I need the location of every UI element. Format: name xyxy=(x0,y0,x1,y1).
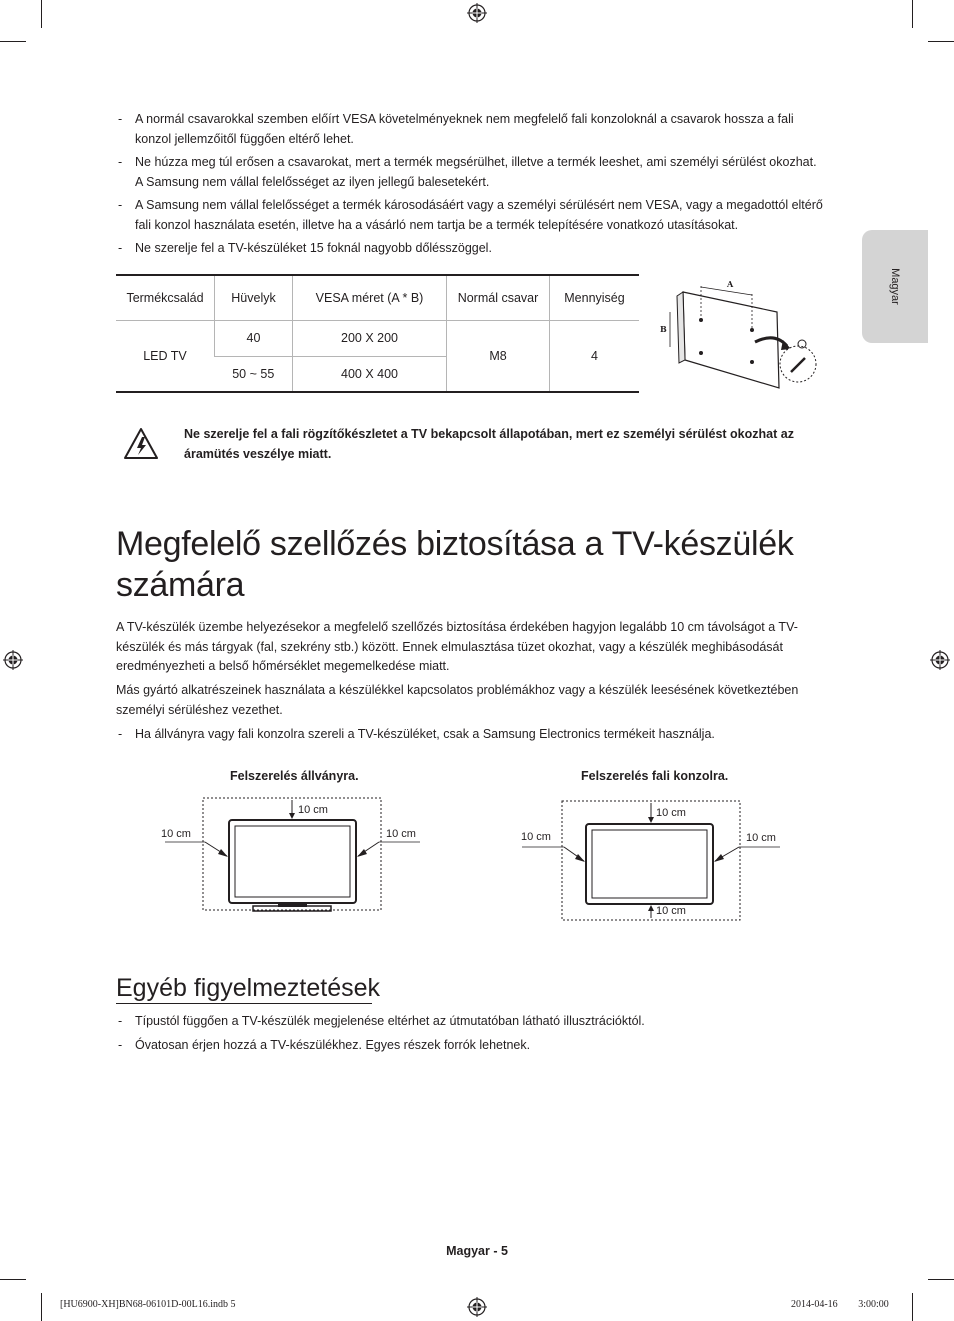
dimension-b-label: B xyxy=(660,324,667,334)
wall-right-clearance: 10 cm xyxy=(746,832,776,844)
table-cell-inch: 40 xyxy=(215,320,293,356)
list-item: - Óvatosan érjen hozzá a TV-készülékhez. Egyes részek forrók lehetnek. xyxy=(116,1036,826,1056)
section-paragraph: A TV-készülék üzembe helyezésekor a megfelelő szellőzés biztosítása érdekében hagyjon legalább 10 cm távolságot a TV-készülék és más tárgyak (fal, szekrény stb.) között. Ennek elmulasztása tüzet okozhat, vagy a készülék meghibásodását eredményezheti a belső hőmérséklet megemelkedése miatt. xyxy=(116,620,798,673)
table-cell-vesa: 400 X 400 xyxy=(293,356,447,392)
table-cell-quantity: 4 xyxy=(550,320,640,392)
title-underline xyxy=(116,1003,372,1004)
crop-mark xyxy=(41,1293,42,1321)
wall-mount-illustration xyxy=(655,272,820,397)
stand-diagram-caption: Felszerelés állványra. xyxy=(230,769,359,783)
list-item: - A normál csavarokkal szemben előírt VESA követelményeknek nem megfelelő fali konzoloknál a csavarok hossza a fali konzol jellemzőitől függően eltérő lehet. xyxy=(116,110,826,149)
registration-mark-icon xyxy=(3,650,23,670)
table-header-row xyxy=(116,275,639,320)
table-cell-screw: M8 xyxy=(447,320,550,392)
stand-ventilation-diagram xyxy=(155,792,430,914)
vesa-table xyxy=(116,274,639,393)
list-item: - Ne szerelje fel a TV-készüléket 15 foknál nagyobb dőlésszöggel. xyxy=(116,239,826,259)
side-tab-label: Magyar xyxy=(889,268,901,305)
crop-mark xyxy=(912,1293,913,1321)
crop-mark xyxy=(41,0,42,28)
table-header-cell: Normál csavar xyxy=(447,275,550,320)
stand-top-clearance: 10 cm xyxy=(298,804,328,816)
file-info: [HU6900-XH]BN68-06101D-00L16.indb 5 xyxy=(60,1299,236,1310)
table-header-cell: VESA méret (A * B) xyxy=(293,275,447,320)
table-cell-vesa: 200 X 200 xyxy=(293,320,447,356)
registration-mark-icon xyxy=(930,650,950,670)
wall-top-clearance: 10 cm xyxy=(656,807,686,819)
stand-left-clearance: 10 cm xyxy=(161,828,191,840)
crop-mark xyxy=(928,1279,954,1280)
list-item: - Ha állványra vagy fali konzolra szereli a TV-készüléket, csak a Samsung Electronics termékeit használja. xyxy=(116,725,826,745)
table-header-cell: Termékcsalád xyxy=(116,275,215,320)
electric-shock-warning-icon xyxy=(123,427,159,461)
warning-text: Ne szerelje fel a fali rögzítőkészletet a TV bekapcsolt állapotában, mert ez személyi sérülést okozhat az áramütés veszélye miatt. xyxy=(184,427,794,461)
list-item: - A Samsung nem vállal felelősséget a termék károsodásáért vagy a személyi sérülésért nem VESA, vagy a megadottól eltérő fali konzol használata esetén, illetve ha a vásárló nem tartja be a termék telepítésére vonatkozó utasításokat. xyxy=(116,196,826,235)
crop-mark xyxy=(928,41,954,42)
stand-right-clearance: 10 cm xyxy=(386,828,416,840)
table-header-cell: Hüvelyk xyxy=(215,275,293,320)
language-side-tab xyxy=(862,230,928,343)
crop-mark xyxy=(0,1279,26,1280)
table-header-cell: Mennyiség xyxy=(550,275,640,320)
section-paragraph: Más gyártó alkatrészeinek használata a készülékkel kapcsolatos problémákhoz vagy a készülék leesésének következtében személyi sérüléshez vezethet. xyxy=(116,683,799,717)
other-notes-list xyxy=(116,1012,826,1059)
wall-bottom-clearance: 10 cm xyxy=(656,905,686,917)
table-cell-inch: 50 ~ 55 xyxy=(215,356,293,392)
section-title: Megfelelő szellőzés biztosítása a TV-készülék számára xyxy=(116,525,794,604)
dimension-a-label: A xyxy=(727,279,734,289)
registration-mark-icon xyxy=(467,1297,487,1317)
crop-mark xyxy=(0,41,26,42)
wall-diagram-caption: Felszerelés fali konzolra. xyxy=(581,769,729,783)
crop-mark xyxy=(912,0,913,28)
table-row xyxy=(116,320,639,356)
section-bullet-list xyxy=(116,725,826,749)
registration-mark-icon xyxy=(467,3,487,23)
top-notes-list xyxy=(116,110,826,263)
wall-ventilation-diagram xyxy=(518,795,788,925)
wall-left-clearance: 10 cm xyxy=(521,831,551,843)
other-warnings-title: Egyéb figyelmeztetések xyxy=(116,974,381,1002)
print-timestamp: 2014-04-16 ￿￿ 3:00:00 xyxy=(791,1299,889,1310)
list-item: - Típustól függően a TV-készülék megjelenése eltérhet az útmutatóban látható illusztrációktól. xyxy=(116,1012,826,1032)
list-item: - Ne húzza meg túl erősen a csavarokat, mert a termék megsérülhet, illetve a termék leeshet, ami személyi sérülést okozhat. A Samsung nem vállal felelősséget az ilyen jellegű balesetekért. xyxy=(116,153,826,192)
table-cell-family: LED TV xyxy=(116,320,215,392)
page-number: Magyar - 5 xyxy=(446,1244,508,1258)
